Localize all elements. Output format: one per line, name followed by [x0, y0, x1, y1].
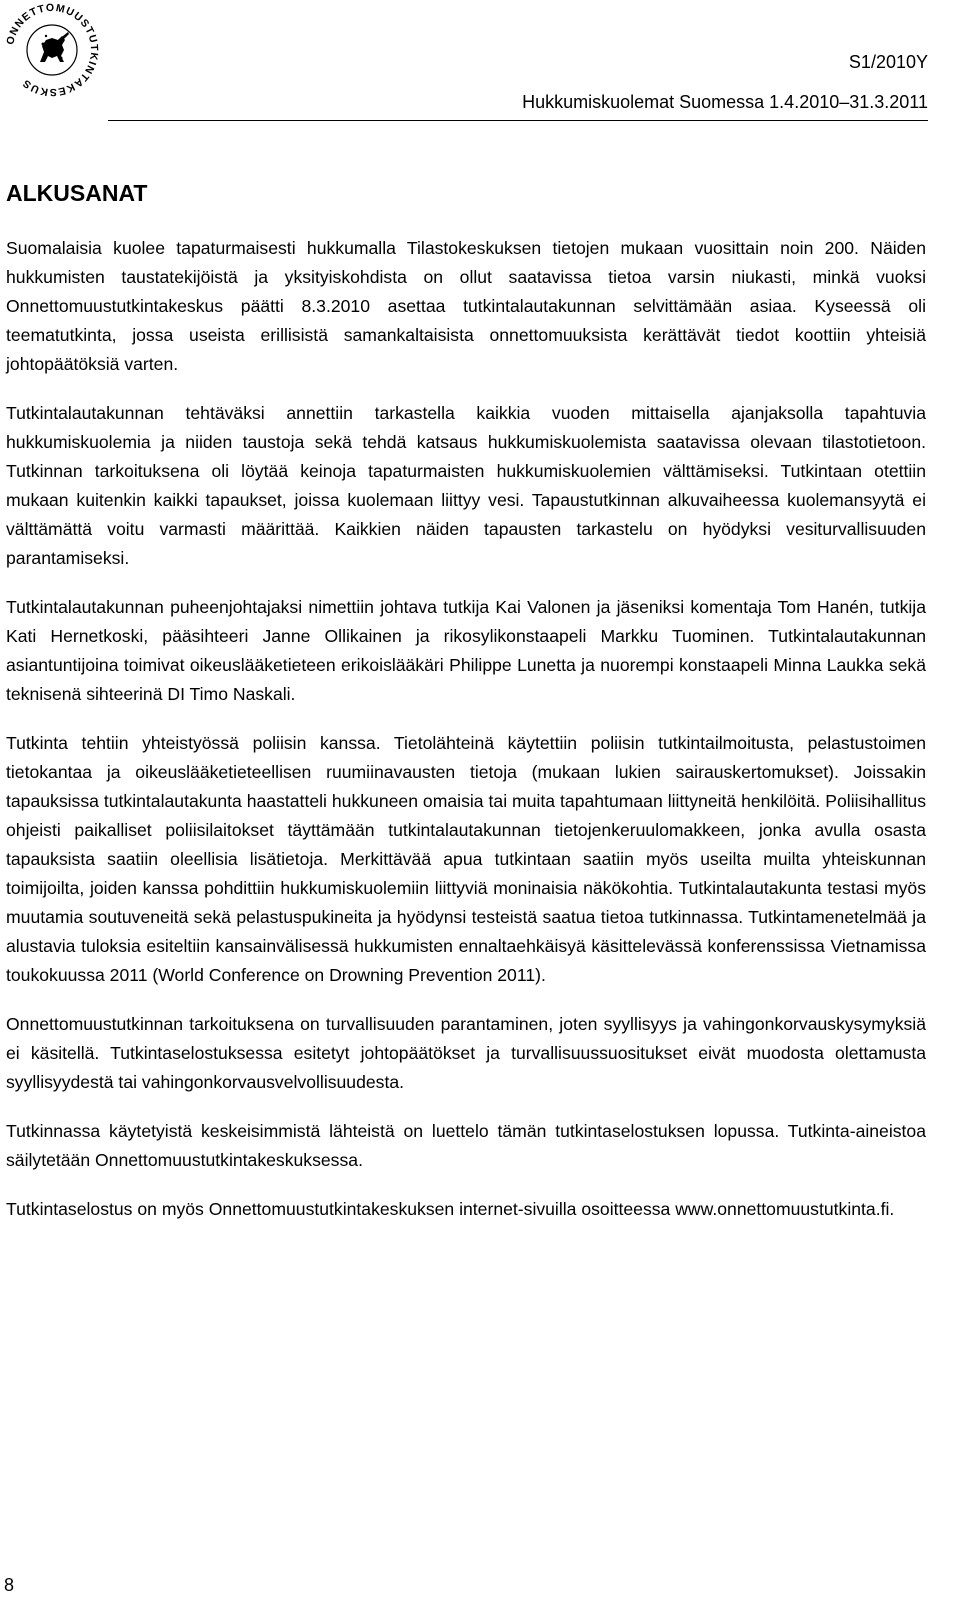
lion-seal-icon — [2, 0, 102, 100]
paragraph: Tutkintalautakunnan tehtäväksi annettiin tarkastella kaikkia vuoden mittaisella ajanjaksolla tapahtuvia hukkumiskuolemia ja niiden taustoja sekä tehdä katsaus hukkumiskuolemista saatavissa olevaan tilastotietoon. Tutkinnan tarkoituksena oli löytää keinoja tapaturmaisten hukkumiskuolemien välttämiseksi. Tutkintaan otettiin mukaan kuitenkin kaikki tapaukset, joissa kuolemaan liittyy vesi. Tapaustutkinnan alkuvaiheessa kuolemansyytä ei välttämättä voitu varmasti määrittää. Kaikkien näiden tapausten tarkastelu on hyödyksi vesiturvallisuuden parantamiseksi. — [6, 403, 926, 568]
paragraph: Tutkintaselostus on myös Onnettomuustutkintakeskuksen internet-sivuilla osoitteessa www.onnettomuustutkinta.fi. — [6, 1199, 895, 1219]
document-subtitle: Hukkumiskuolemat Suomessa 1.4.2010–31.3.2011 — [522, 92, 928, 112]
page-number: 8 — [4, 1575, 15, 1595]
document-code: S1/2010Y — [848, 52, 928, 72]
paragraph: Suomalaisia kuolee tapaturmaisesti hukkumalla Tilastokeskuksen tietojen mukaan vuosittain noin 200. Näiden hukkumisten taustatekijöistä ja yksityiskohdista on ollut saatavissa tietoa varsin niukasti, minkä vuoksi Onnettomuustutkintakeskus päätti 8.3.2010 asettaa tutkintalautakunnan selvittämään asiaa. Kyseessä oli teematutkinta, jossa useista erillisistä samankaltaisista onnettomuuksista kerättävät tiedot koottiin yhteisiä johtopäätöksiä varten. — [6, 238, 926, 374]
logo-ring-text: ONNETTOMUUSTUTKINTAKESKUS — [4, 1, 101, 99]
paragraph: Tutkinnassa käytetyistä keskeisimmistä lähteistä on luettelo tämän tutkintaselostuksen lopussa. Tutkinta-aineistoa säilytetään Onnettomuustutkintakeskuksessa. — [6, 1121, 926, 1170]
paragraph: Tutkinta tehtiin yhteistyössä poliisin kanssa. Tietolähteinä käytettiin poliisin tutkintailmoitusta, pelastustoimen tietokantaa ja oikeuslääketieteellisen ruumiinavausten tietoja (mukaan lukien sairauskertomukset). Joissakin tapauksissa tutkintalautakunta haastatteli hukkuneen omaisia tai muita tapahtumaan liittyneitä henkilöitä. Poliisihallitus ohjeisti paikalliset poliisilaitokset täyttämään tutkintalautakunnan tietojenkeruulomakkeen, jonka avulla osasta tapauksista saatiin oleellisia lisätietoja. Merkittävää apua tutkintaan saatiin myös useilta muilta yhteiskunnan toimijoilta, joiden kanssa pohdittiin hukkumiskuolemiin liittyviä moninaisia näkökohtia. Tutkintalautakunta testasi myös muutamia soutuveneitä sekä pelastuspukineita ja hyödynsi testeistä saatua tietoa tutkinnassa. Tutkintamenetelmää ja alustavia tuloksia esiteltiin kansainvälisessä hukkumisten ennaltaehkäisyä käsittelevässä konferenssissa Vietnamissa toukokuussa 2011 (World Conference on Drowning Prevention 2011). — [6, 733, 926, 985]
paragraph: Onnettomuustutkinnan tarkoituksena on turvallisuuden parantaminen, joten syyllisyys ja vahingonkorvauskysymyksiä ei käsitellä. Tutkintaselostuksessa esitetyt johtopäätökset ja turvallisuussuositukset eivät muodosta olettamusta syyllisyydestä tai vahingonkorvausvelvollisuudesta. — [6, 1014, 926, 1092]
onnettomuustutkintakeskus-logo — [2, 0, 102, 100]
section-heading: ALKUSANAT — [6, 180, 148, 206]
header-divider — [108, 120, 928, 121]
body-text — [6, 234, 926, 1244]
paragraph: Tutkintalautakunnan puheenjohtajaksi nimettiin johtava tutkija Kai Valonen ja jäseniksi komentaja Tom Hanén, tutkija Kati Hernetkoski, pääsihteeri Janne Ollikainen ja rikosylikonstaapeli Markku Tuominen. Tutkintalautakunnan asiantuntijoina toimivat oikeuslääketieteen erikoislääkäri Philippe Lunetta ja nuorempi konstaapeli Minna Laukka sekä teknisenä sihteerinä DI Timo Naskali. — [6, 597, 926, 704]
